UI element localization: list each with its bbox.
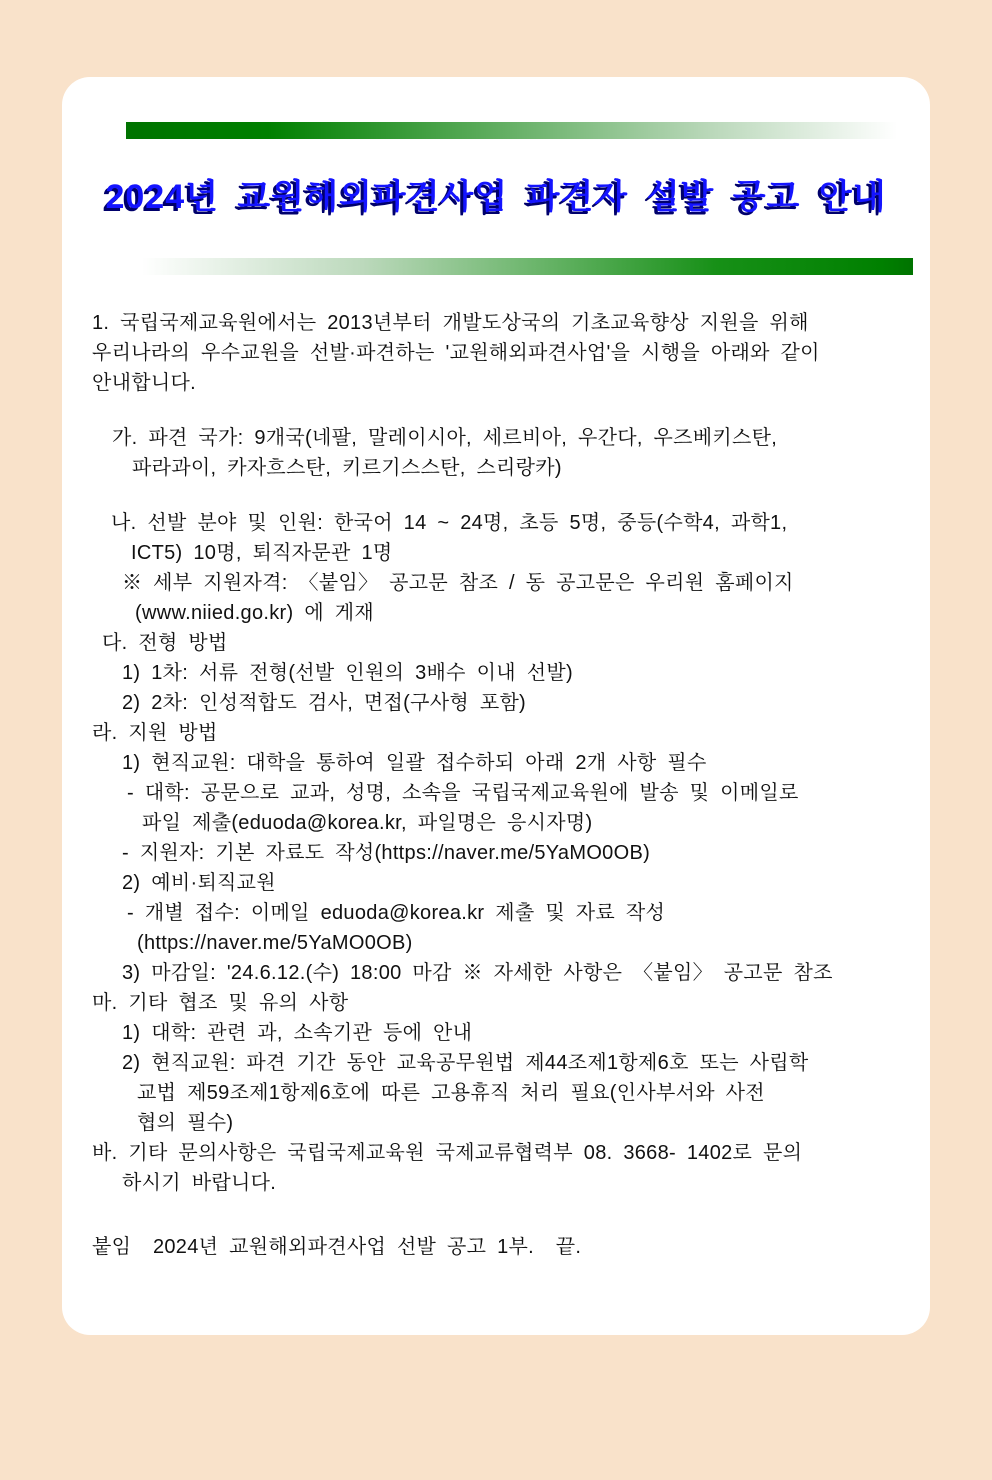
document-line: - 대학: 공문으로 교과, 성명, 소속을 국립국제교육원에 발송 및 이메일로 [127, 782, 799, 804]
document-line: 파일 제출(eduoda@korea.kr, 파일명은 응시자명) [142, 812, 593, 834]
document-line: 2) 현직교원: 파견 기간 동안 교육공무원법 제44조제1항제6호 또는 사립학 [122, 1052, 809, 1074]
document-line: 안내합니다. [92, 372, 196, 394]
document-line: 가. 파견 국가: 9개국(네팔, 말레이시아, 세르비아, 우간다, 우즈베키스탄, [112, 427, 778, 449]
document-line: 마. 기타 협조 및 유의 사항 [92, 992, 349, 1014]
document-line: (https://naver.me/5YaMO0OB) [137, 932, 413, 954]
header-gradient-bar-top [126, 122, 913, 139]
document-line: 붙임 2024년 교원해외파견사업 선발 공고 1부. 끝. [92, 1236, 582, 1258]
page-title: 2024년 교원해외파견사업 파견자 설발 공고 안내 [105, 178, 887, 216]
document-line: ICT5) 10명, 퇴직자문관 1명 [131, 542, 393, 564]
document-line: 1) 현직교원: 대학을 통하여 일괄 접수하되 아래 2개 사항 필수 [122, 752, 707, 774]
document-line: 파라과이, 카자흐스탄, 키르기스스탄, 스리랑카) [132, 457, 562, 479]
document-line: 라. 지원 방법 [92, 722, 218, 744]
document-line: 다. 전형 방법 [102, 632, 228, 654]
header-gradient-bar-bottom [126, 258, 913, 275]
document-line: 교법 제59조제1항제6호에 따른 고용휴직 처리 필요(인사부서와 사전 [137, 1082, 765, 1104]
document-line: ※ 세부 지원자격: 〈붙임〉 공고문 참조 / 동 공고문은 우리원 홈페이지 [122, 572, 794, 594]
document-line: 나. 선발 분야 및 인원: 한국어 14 ~ 24명, 초등 5명, 중등(수학4, 과학1, [111, 512, 788, 534]
document-line: - 지원자: 기본 자료도 작성(https://naver.me/5YaMO0OB) [122, 842, 651, 864]
document-line: 2) 예비·퇴직교원 [122, 872, 276, 894]
document-line: 하시기 바랍니다. [122, 1172, 277, 1194]
document-body [62, 308, 920, 1262]
document-line: 3) 마감일: '24.6.12.(수) 18:00 마감 ※ 자세한 사항은 〈붙임〉 공고문 참조 [122, 962, 833, 984]
document-line: (www.niied.go.kr) 에 게재 [135, 602, 375, 624]
document-line: 바. 기타 문의사항은 국립국제교육원 국제교류협력부 08. 3668- 1402로 문의 [92, 1142, 803, 1164]
document-line: 1) 1차: 서류 전형(선발 인원의 3배수 이내 선발) [122, 662, 573, 684]
document-line: 우리나라의 우수교원을 선발·파견하는 '교원해외파견사업'을 시행을 아래와 같이 [92, 342, 820, 364]
document-line: 1. 국립국제교육원에서는 2013년부터 개발도상국의 기초교육향상 지원을 위해 [92, 312, 809, 334]
document-card [62, 77, 930, 1335]
document-line: - 개별 접수: 이메일 eduoda@korea.kr 제출 및 자료 작성 [127, 902, 666, 924]
document-line: 협의 필수) [137, 1112, 234, 1134]
document-line: 1) 대학: 관련 과, 소속기관 등에 안내 [122, 1022, 473, 1044]
document-line: 2) 2차: 인성적합도 검사, 면접(구사형 포함) [122, 692, 527, 714]
